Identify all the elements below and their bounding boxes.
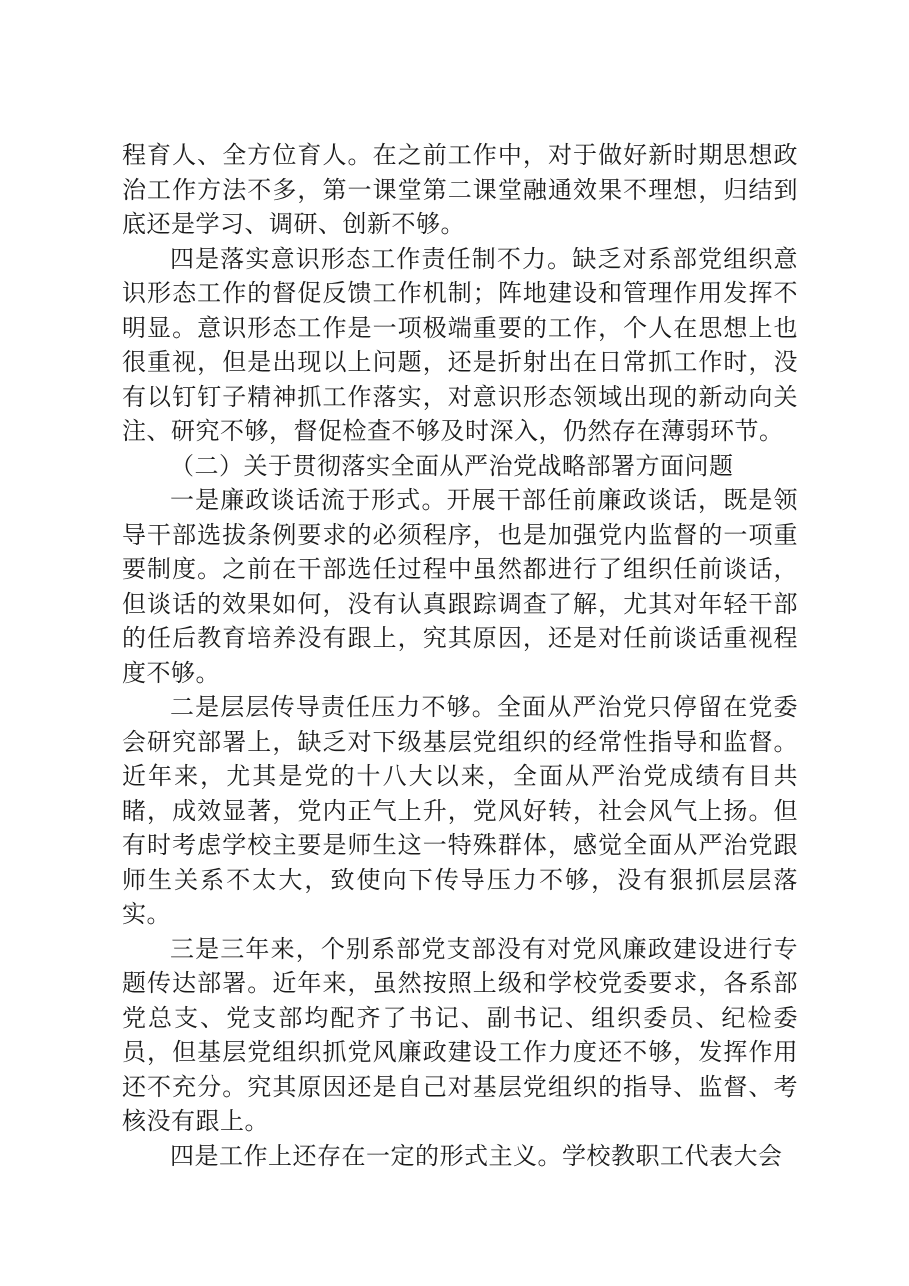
document-body	[122, 138, 798, 1173]
paragraph-continuation: 程育人、全方位育人。在之前工作中，对于做好新时期思想政治工作方法不多，第一课堂第二课堂融通效果不理想，归结到底还是学习、调研、创新不够。	[122, 141, 798, 238]
section-heading-party-governance: （二）关于贯彻落实全面从严治党战略部署方面问题	[170, 451, 734, 480]
paragraph-formalism: 四是工作上还存在一定的形式主义。学校教职工代表大会	[170, 1141, 783, 1170]
paragraph-integrity-talks: 一是廉政谈话流于形式。开展干部任前廉政谈话，既是领导干部选拔条例要求的必须程序，也是加强党内监督的一项重要制度。之前在干部选任过程中虽然都进行了组织任前谈话，但谈话的效果如何，没有认真跟踪调查了解，尤其对年轻干部的任后教育培养没有跟上，究其原因，还是对任前谈话重视程度不够。	[122, 486, 798, 687]
paragraph-ideology-responsibility: 四是落实意识形态工作责任制不力。缺乏对系部党组织意识形态工作的督促反馈工作机制；阵地建设和管理作用发挥不明显。意识形态工作是一项极端重要的工作，个人在思想上也很重视，但是出现以上问题，还是折射出在日常抓工作时，没有以钉钉子精神抓工作落实，对意识形态领域出现的新动向关注、研究不够，督促检查不够及时深入，仍然存在薄弱环节。	[122, 244, 798, 445]
paragraph-branch-deployment: 三是三年来，个别系部党支部没有对党风廉政建设进行专题传达部署。近年来，虽然按照上级和学校党委要求，各系部党总支、党支部均配齐了书记、副书记、组织委员、纪检委员，但基层党组织抓党风廉政建设工作力度还不够，发挥作用还不充分。究其原因还是自己对基层党组织的指导、监督、考核没有跟上。	[122, 934, 798, 1135]
paragraph-responsibility-pressure: 二是层层传导责任压力不够。全面从严治党只停留在党委会研究部署上，缺乏对下级基层党组织的经常性指导和监督。近年来，尤其是党的十八大以来，全面从严治党成绩有目共睹，成效显著，党内正气上升，党风好转，社会风气上扬。但有时考虑学校主要是师生这一特殊群体，感觉全面从严治党跟师生关系不太大，致使向下传导压力不够，没有狠抓层层落实。	[122, 693, 798, 928]
